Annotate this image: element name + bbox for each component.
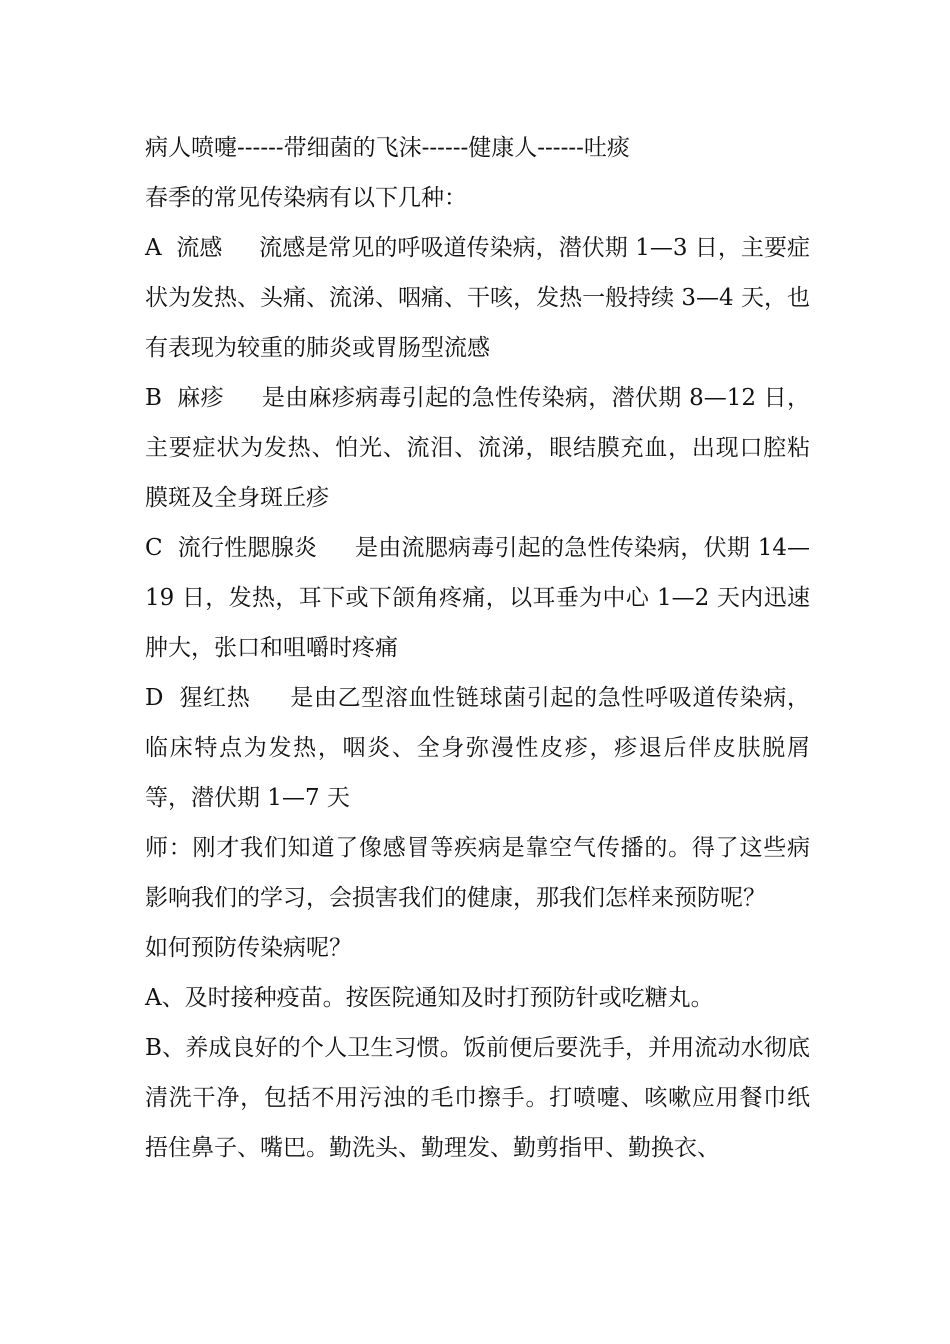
paragraph-scarlet-fever: D 猩红热 是由乙型溶血性链球菌引起的急性呼吸道传染病，临床特点为发热，咽炎、全身弥漫性皮疹，疹退后伴皮肤脱屑等，潜伏期 1—7 天 [145,685,810,811]
paragraph-prevention-hygiene: B、养成良好的个人卫生习惯。饭前便后要洗手，并用流动水彻底清洗干净，包括不用污浊的毛巾擦手。打喷嚏、咳嗽应用餐巾纸捂住鼻子、嘴巴。勤洗头、勤理发、勤剪指甲、勤换衣、 [145,1035,810,1161]
paragraph-teacher-question: 师：刚才我们知道了像感冒等疾病是靠空气传播的。得了这些病影响我们的学习，会损害我们的健康，那我们怎样来预防呢？ [145,835,810,911]
paragraph-prevention-vaccine: A、及时接种疫苗。按医院通知及时打预防针或吃糖丸。 [145,985,714,1011]
paragraph-prevention-heading: 如何预防传染病呢？ [145,935,352,961]
paragraph-transmission-chain: 病人喷嚏------带细菌的飞沫------健康人------吐痰 [145,135,630,161]
paragraph-measles: B 麻疹 是由麻疹病毒引起的急性传染病，潜伏期 8—12 日，主要症状为发热、怕光、流泪、流涕，眼结膜充血，出现口腔粘膜斑及全身斑丘疹 [145,385,810,511]
paragraph-mumps: C 流行性腮腺炎 是由流腮病毒引起的急性传染病，伏期 14—19 日，发热，耳下或下颌角疼痛，以耳垂为中心 1—2 天内迅速肿大，张口和咀嚼时疼痛 [145,535,810,661]
paragraph-influenza: A 流感 流感是常见的呼吸道传染病，潜伏期 1—3 日，主要症状为发热、头痛、流涕、咽痛、干咳，发热一般持续 3—4 天，也有表现为较重的肺炎或胃肠型流感 [145,235,810,361]
paragraph-spring-diseases-intro: 春季的常见传染病有以下几种： [145,185,467,211]
document-page [145,123,810,1173]
